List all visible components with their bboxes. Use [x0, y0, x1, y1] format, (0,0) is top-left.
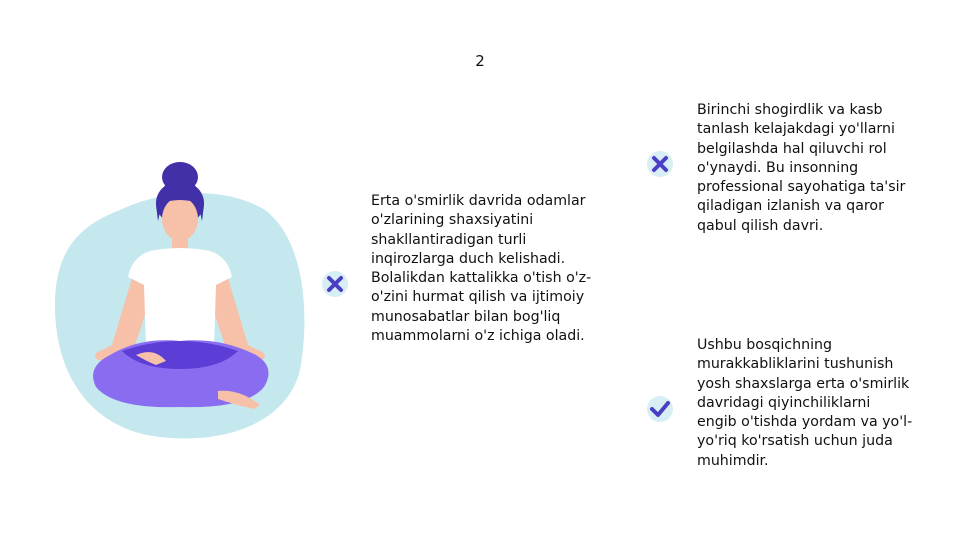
meditation-woman-illustration [50, 155, 310, 449]
x-mark-icon [321, 270, 349, 298]
text-block-top-right: Birinchi shogirdlik va kasb tanlash kelajakdagi yo'llarni belgilashda hal qiluvchi rol o'ynaydi. Bu insonning professional sayohatiga ta'sir qiladigan izlanish va qaror qabul qilish davri. [697, 102, 906, 234]
text-block-bottom-right: Ushbu bosqichning murakkabliklarini tushunish yosh shaxslarga erta o'smirlik davridagi qiyinchiliklarni engib o'tishda yordam va yo'l- yo'riq ko'rsatish uchun juda muhimdir. [697, 337, 913, 469]
check-mark-icon [646, 395, 674, 423]
face [162, 197, 198, 241]
x-mark-icon [646, 150, 674, 178]
page-number: 2 [475, 52, 485, 70]
text-block-left: Erta o'smirlik davrida odamlar o'zlarining shaxsiyatini shakllantiradigan turli inqirozlarga duch kelishadi. Bolalikdan kattalikka o'tish o'z- o'zini hurmat qilish va ijtimoiy munosabatlar bilan bog'liq muammolarni o'z ichiga oladi. [371, 193, 592, 345]
